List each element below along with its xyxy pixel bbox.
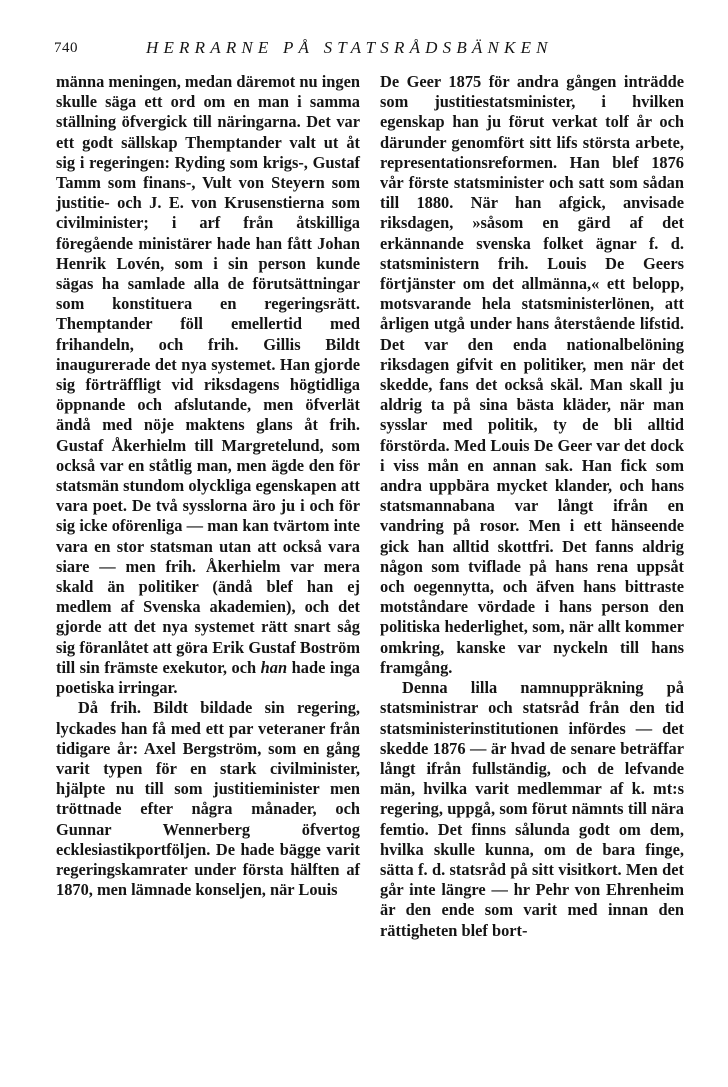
right-paragraph-2: Denna lilla namnuppräkning på statsministrar och statsråd från den tid statsministerinstitutionen infördes — det skedde 1876 — är hvad de senare beträffar långt ifrån fullständig, och de lefvande män, hvilka varit medlemmar af k. mt:s regering, uppgå, som förut nämnts till nära femtio. Det finns sålunda godt om dem, hvilka skulle kunna, om de bara finge, sätta f. d. statsråd på sitt visitkort. Men det går inte längre — hr Pehr von Ehrenheim är den ende som varit med innan den rättigheten blef bort- [380,678,684,940]
left-column [56,72,360,900]
right-column [380,72,684,941]
right-paragraph-1: De Geer 1875 för andra gången inträdde som justitiestatsminister, i hvilken egenskap han ju förut verkat tolf år och därunder genomfört sitt lifs största arbete, representationsreformen. Han blef 1876 vår förste statsminister och satt som sådan till 1880. När han afgick, anvisade riksdagen, »såsom en gärd af det erkännande svenska folket ägnar f. d. statsministern frih. Louis De Geers förtjänster om det allmänna,« ett belopp, motsvarande hela statsministerlönen, att årligen utgå under hans återstående lifstid. Det var den enda nationalbelöning riksdagen gifvit en politiker, men när det skedde, fans det också skäl. Man skall ju aldrig ta på sina bästa kläder, när man sysslar med politik, ty de bli alltid förstörda. Med Louis De Geer var det dock i viss mån en annan sak. Han fick som andra uppbära mycket klander, och hans statsmannabana var långt ifrån en vandring på rosor. Men i ett hänseende gick han alltid skottfri. Det fanns aldrig någon som tviflade på hans rena uppsåt och oegennytta, och äfven hans bittraste motståndare vördade i hans person den politiska hederlighet, som, när allt kommer omkring, kanske var nyckeln till hans framgång. [380,72,684,677]
left-paragraph-1-ending: hade inga poetiska irringar. [56,657,360,698]
running-title: HERRARNE PÅ STATSRÅDSBÄNKEN [146,38,553,57]
page-number: 740 [54,40,78,56]
left-paragraph-1-text: männa meningen, medan däremot nu ingen skulle säga ett ord om en man i samma ställning öfvergick till näringarna. Det var ett godt sällskap Themptander valt ut åt sig i regeringen: Ryding som krigs-, Gustaf Tamm som finans-, Vult von Steyern som justitie- och J. E. von Krusenstierna som civilminister; i arf från åtskilliga föregående ministärer hade han fått Johan Henrik Lovén, som i sin person kunde sägas ha samlade alla de förutsättningar som konstituera en regeringsrätt. Themptander föll emellertid med frihandeln, och frih. Gillis Bildt inaugurerade det nya systemet. Han gjorde sig förträffligt vid riksdagens högtidliga öppnande och afslutande, men öfverlät ändå med nöje maktens glans åt frih. Gustaf Åkerhielm till Margretelund, som också var en ståtlig man, men ägde den för statsmän stundom olyckliga egenskapen att vara poet. De två sysslorna äro ju i och för sig icke oförenliga — man kan tvärtom inte vara en stor statsman utan att också vara siare — men frih. Åkerhielm var mera skald än politiker (ändå blef han ej medlem af Svenska akademien), och det gjorde att det nya systemet rätt snart såg sig föranlåtet att göra Erik Gustaf Boström till sin främste exekutor, och [56,72,360,677]
page-header [54,38,684,62]
emphasized-word: han [260,657,288,677]
left-paragraph-2: Då frih. Bildt bildade sin regering, lyckades han få med ett par veteraner från tidigare år: Axel Bergström, som en gång varit typen för en stark civilminister, hjälpte nu till som justitieminister men tröttnade efter några månader, och Gunnar Wennerberg öfvertog ecklesiastikportföljen. De hade bägge varit regeringskamrater under första hälften af 1870, men lämnade konseljen, när Louis [56,698,360,900]
left-paragraph-1 [56,72,360,698]
